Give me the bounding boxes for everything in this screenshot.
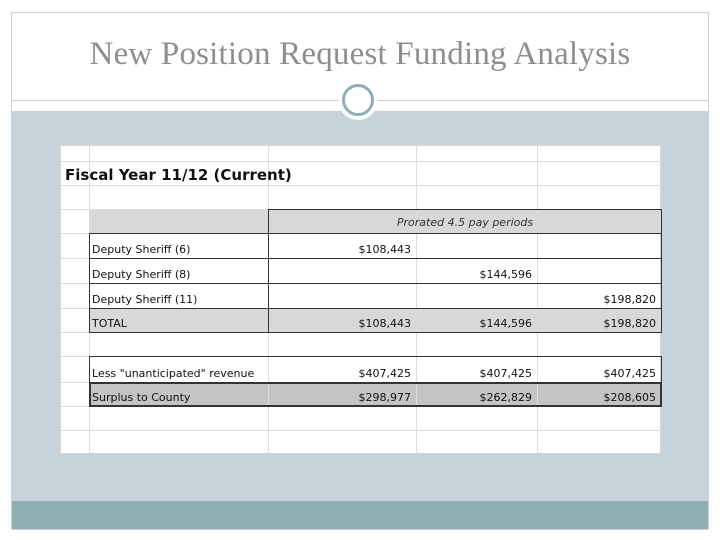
total-value: $198,820	[603, 317, 656, 330]
revenue-label: Less "unanticipated" revenue	[92, 367, 255, 380]
row-value: $198,820	[603, 293, 656, 306]
surplus-label: Surplus to County	[92, 391, 191, 404]
row-value	[537, 233, 661, 258]
period-header: Prorated 4.5 pay periods	[396, 216, 534, 229]
row-value: $108,443	[358, 243, 411, 256]
row-value	[537, 258, 661, 283]
row-value: $144,596	[479, 268, 532, 281]
total-label: TOTAL	[92, 317, 127, 330]
surplus-value: $208,605	[603, 391, 656, 404]
row-label: Deputy Sheriff (11)	[92, 293, 198, 306]
row-label: Deputy Sheriff (6)	[92, 243, 191, 256]
row-value	[268, 283, 416, 308]
gridline	[61, 430, 662, 431]
footer-band	[12, 501, 708, 529]
fiscal-year-heading: Fiscal Year 11/12 (Current)	[65, 166, 292, 184]
total-value: $108,443	[358, 317, 411, 330]
row-value	[416, 283, 537, 308]
revenue-value: $407,425	[358, 367, 411, 380]
surplus-value: $298,977	[358, 391, 411, 404]
row-value	[268, 258, 416, 283]
total-value: $144,596	[479, 317, 532, 330]
revenue-value: $407,425	[479, 367, 532, 380]
row-label: Deputy Sheriff (8)	[92, 268, 191, 281]
ring-ornament-icon	[338, 80, 378, 120]
spreadsheet-table	[60, 145, 661, 454]
revenue-value: $407,425	[603, 367, 656, 380]
row-value	[416, 233, 537, 258]
surplus-value: $262,829	[479, 391, 532, 404]
slide-title: New Position Request Funding Analysis	[89, 36, 631, 72]
